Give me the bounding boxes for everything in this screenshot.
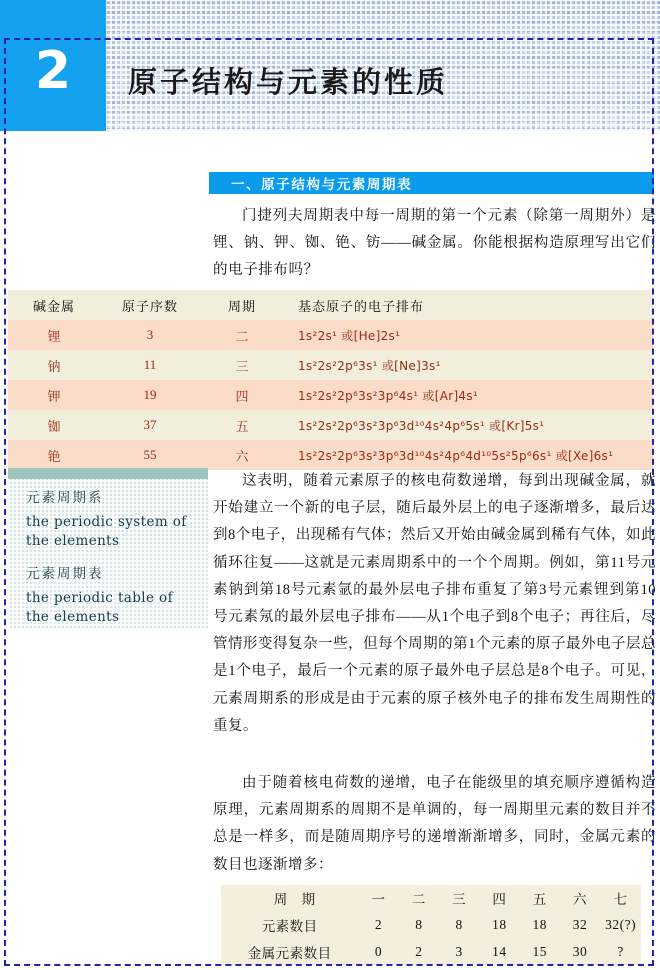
cell-configuration: 1s²2s²2p⁶3s¹ 或[Ne]3s¹ — [298, 358, 441, 373]
cell-element-name: 铷 — [47, 418, 61, 434]
intro-paragraph: 门捷列夫周期表中每一周期的第一个元素（除第一周期外）是锂、钠、钾、铷、铯、钫——碱金属。你能根据构造原理写出它们的电子排布吗？ — [213, 208, 656, 278]
period-summary-table — [221, 885, 641, 965]
metal-count-cell: ? — [617, 943, 624, 959]
chapter-number-block — [0, 0, 106, 131]
cell-atomic-number: 19 — [143, 387, 157, 402]
period-cell: 一 — [371, 892, 386, 908]
cell-atomic-number: 11 — [143, 357, 157, 372]
cell-element-name: 锂 — [47, 328, 61, 344]
period-row-metal-counts — [221, 938, 641, 965]
table-row — [8, 380, 653, 410]
period-row-element-counts — [221, 912, 641, 939]
section-heading: 一、原子结构与元素周期表 — [209, 172, 654, 194]
cell-period: 三 — [235, 358, 249, 374]
period-row-label: 周 期 — [273, 892, 316, 908]
cell-period: 二 — [235, 328, 249, 344]
glossary-term-cn: 元素周期系 — [26, 490, 104, 505]
chapter-title: 原子结构与元素的性质 — [128, 65, 449, 99]
cell-element-name: 钾 — [47, 388, 61, 404]
cell-atomic-number: 55 — [143, 447, 157, 462]
table-row — [8, 440, 653, 470]
element-count-cell: 18 — [532, 916, 547, 932]
header-alkali-metal: 碱金属 — [32, 298, 75, 314]
cell-element-name: 铯 — [47, 448, 61, 464]
element-count-cell: 18 — [492, 916, 507, 932]
period-cell: 六 — [573, 892, 588, 908]
glossary-term-en: the periodic table of the elements — [26, 590, 173, 625]
element-count-cell: 2 — [374, 916, 383, 932]
period-cell: 五 — [532, 892, 547, 908]
table-row — [8, 410, 653, 440]
cell-period: 六 — [235, 448, 249, 464]
header-configuration: 基态原子的电子排布 — [298, 298, 425, 314]
body-paragraph-1: 这表明，随着元素原子的核电荷数递增，每到出现碱金属，就开始建立一个新的电子层，随后最外层上的电子逐渐增多，最后达到8个电子，出现稀有气体；然后又开始由碱金属到稀有气体，如此循环往复——这就是元素周期系中的一个个周期。例如，第11号元素钠到第18号元素氩的最外层电子排布重复了第3号元素锂到第10号元素氖的最外层电子排布——从1个电子到8个电子；再往后，尽管情形变得复杂一些，但每个周期的第1个元素的原子最外电子层总是1个电子，最后一个元素的原子最外电子层总是8个电子。可见，元素周期系的形成是由于元素的原子核外电子的排布发生周期性的重复。 — [213, 473, 656, 734]
element-count-label: 元素数目 — [261, 918, 318, 934]
metal-count-cell: 2 — [415, 943, 423, 959]
cell-atomic-number: 37 — [143, 417, 157, 432]
body-paragraph-2: 由于随着核电荷数的递增，电子在能级里的填充顺序遵循构造原理，元素周期系的周期不是单调的，每一周期里元素的数目并不总是一样多，而是随周期序号的递增渐渐增多，同时，金属元素的数目也逐渐增多： — [213, 775, 656, 873]
metal-count-label: 金属元素数目 — [247, 945, 332, 961]
header-period: 周期 — [227, 298, 256, 314]
header-atomic-number: 原子序数 — [121, 298, 178, 314]
period-cell: 七 — [613, 892, 628, 908]
element-count-cell: 32 — [572, 916, 588, 932]
table-row — [8, 320, 653, 350]
cell-period: 四 — [235, 388, 249, 404]
period-cell: 三 — [452, 892, 467, 908]
chapter-number: 2 — [34, 40, 72, 101]
glossary-box — [8, 468, 208, 630]
metal-count-cell: 15 — [532, 943, 547, 959]
element-count-cell: 8 — [415, 916, 423, 932]
metal-count-cell: 14 — [492, 943, 507, 959]
alkali-metal-table — [8, 290, 653, 470]
cell-element-name: 钠 — [47, 358, 61, 374]
table-header-row — [8, 290, 653, 320]
table-row — [8, 350, 653, 380]
cell-configuration: 1s²2s²2p⁶3s²3p⁶3d¹⁰4s²4p⁶5s¹ 或[Kr]5s¹ — [298, 418, 545, 433]
table-header — [8, 290, 653, 320]
period-row-periods — [221, 885, 641, 912]
chapter-banner — [0, 0, 660, 131]
metal-count-cell: 0 — [374, 943, 383, 959]
cell-configuration: 1s²2s¹ 或[He]2s¹ — [298, 328, 401, 343]
cell-atomic-number: 3 — [146, 327, 154, 342]
glossary-term-cn: 元素周期表 — [26, 566, 104, 581]
cell-configuration: 1s²2s²2p⁶3s²3p⁶3d¹⁰4s²4p⁶4d¹⁰5s²5p⁶6s¹ 或[Xe]6s¹ — [298, 448, 614, 463]
period-cell: 四 — [492, 892, 507, 908]
element-count-cell: 8 — [455, 916, 463, 932]
metal-count-cell: 3 — [455, 943, 463, 959]
table-body — [8, 320, 653, 470]
cell-configuration: 1s²2s²2p⁶3s²3p⁶4s¹ 或[Ar]4s¹ — [298, 388, 479, 403]
metal-count-cell: 30 — [572, 943, 588, 959]
period-cell: 二 — [411, 892, 426, 908]
element-count-cell: 32(?) — [605, 916, 637, 932]
glossary-term-en: the periodic system of the elements — [26, 514, 187, 549]
cell-period: 五 — [235, 418, 249, 434]
